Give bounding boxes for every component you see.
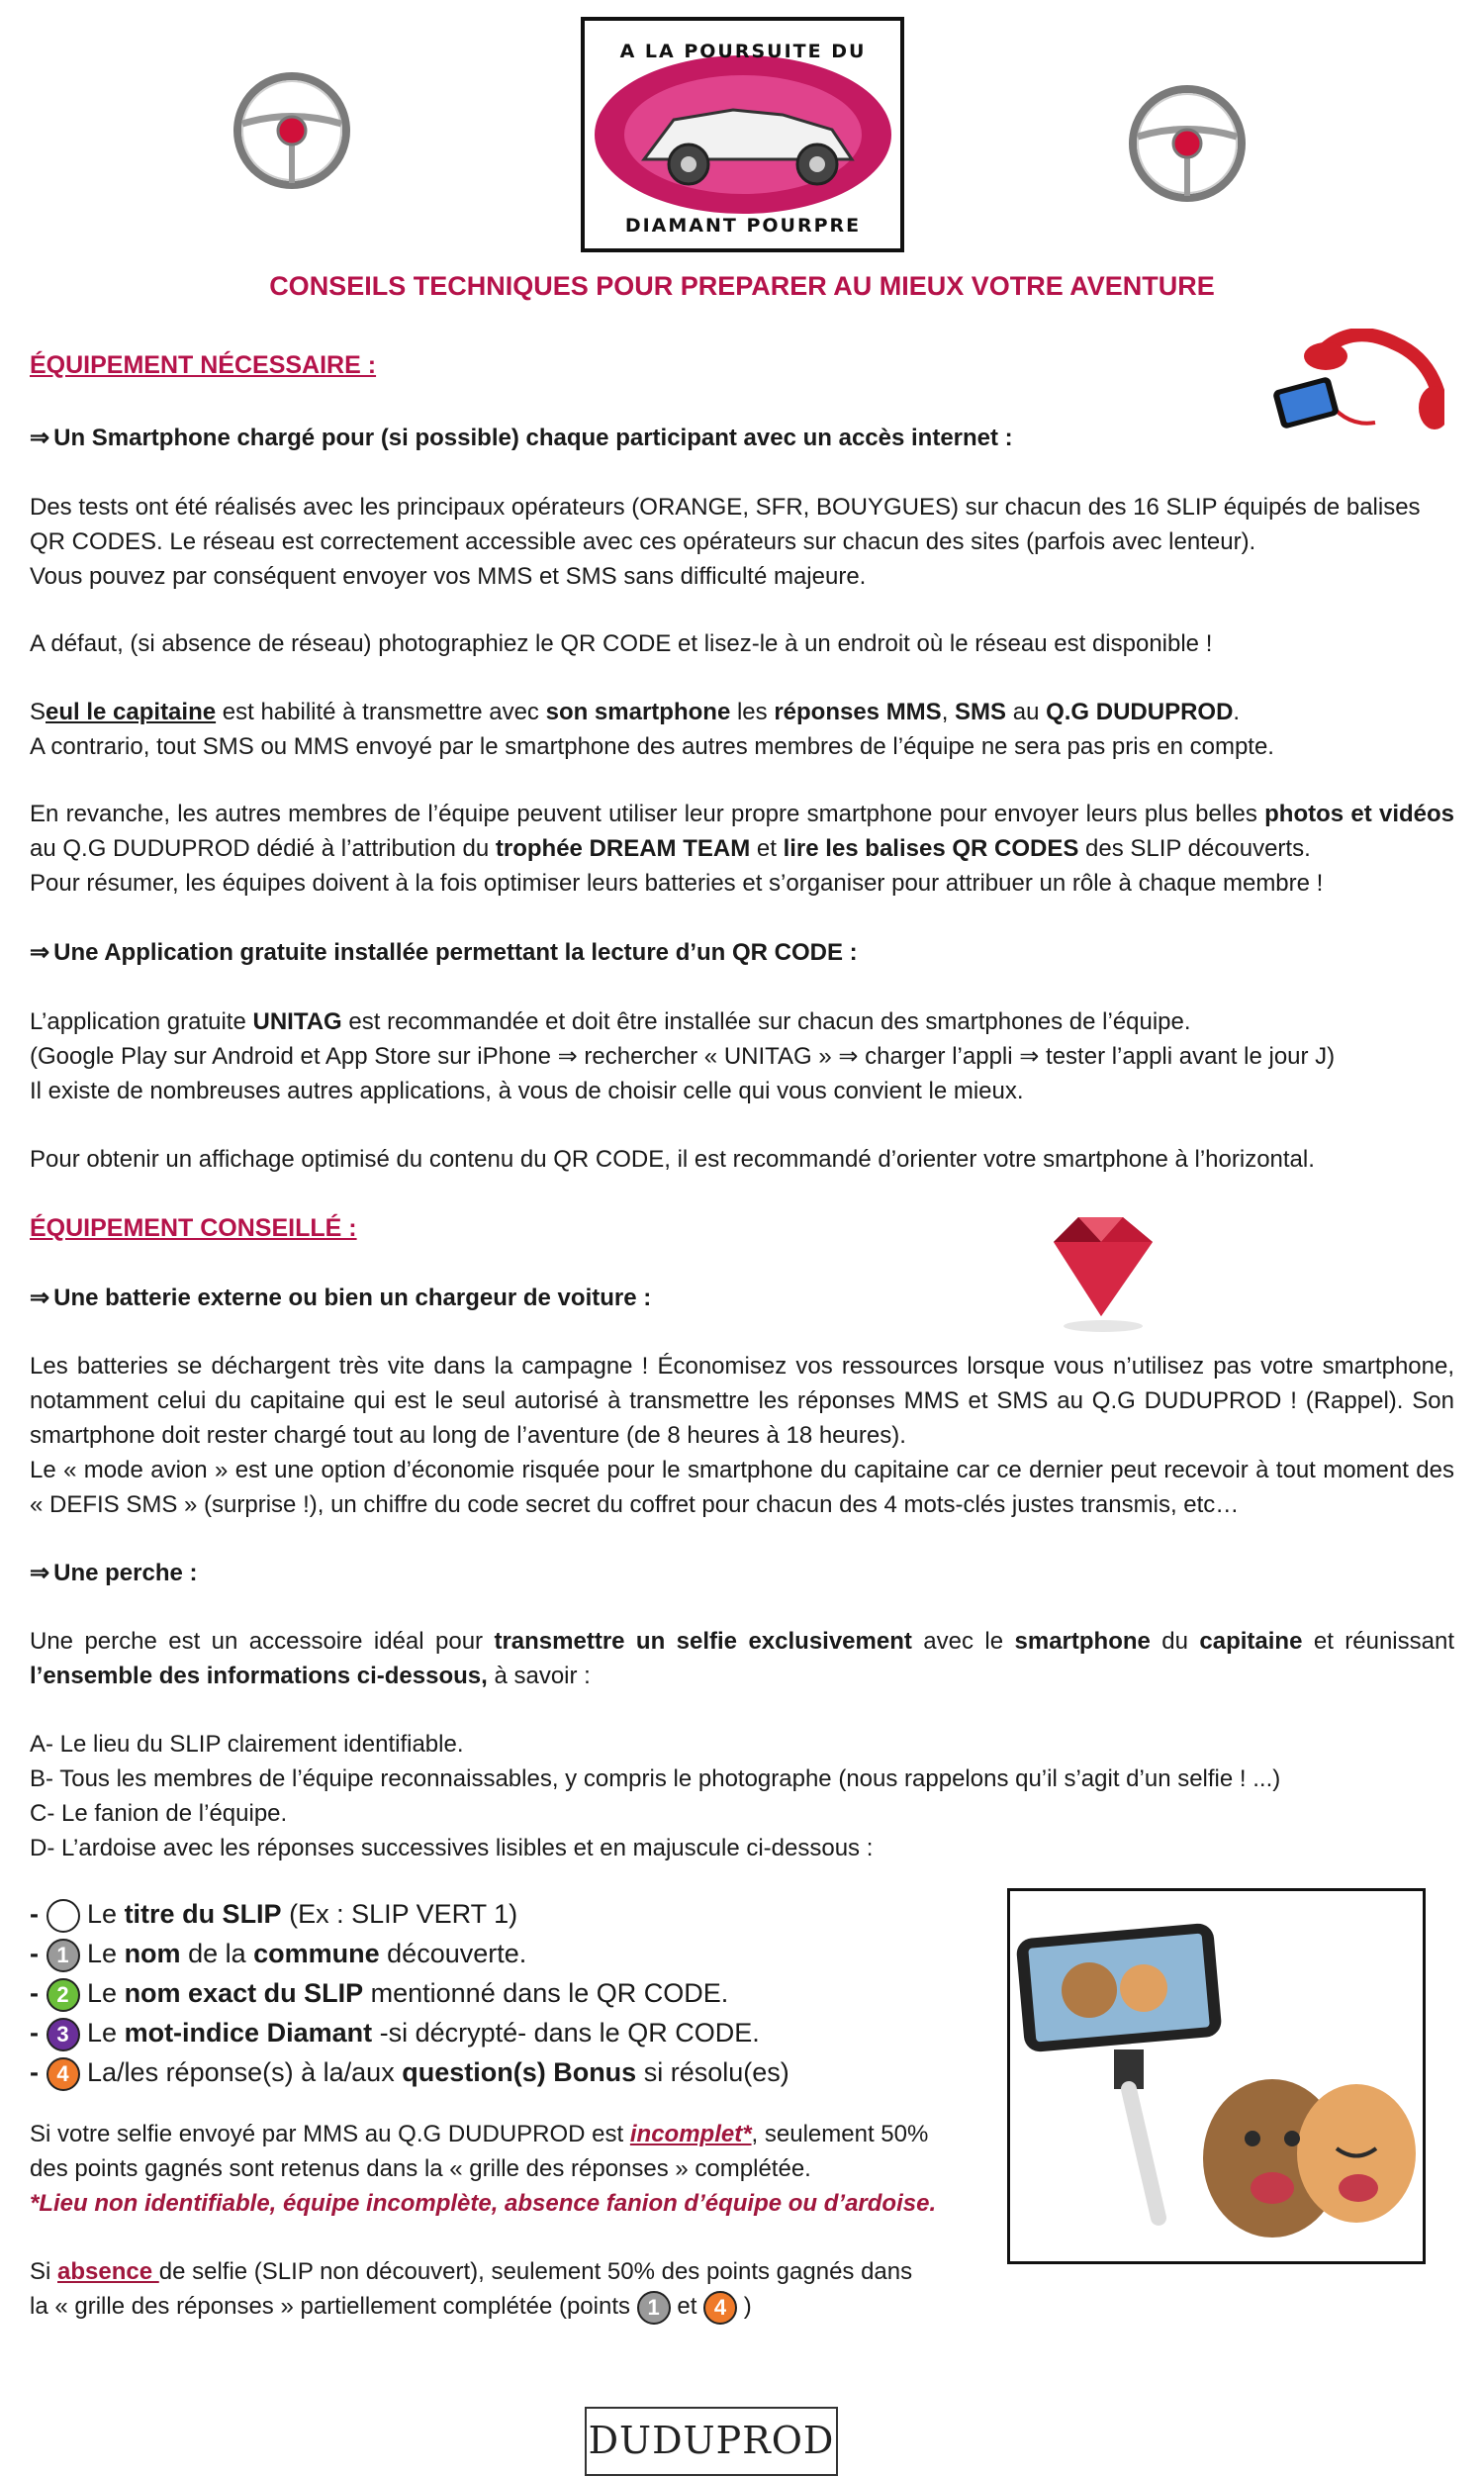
steering-wheel-right-icon xyxy=(1126,82,1249,205)
number-badge-3: 3 xyxy=(46,2018,80,2051)
tests-paragraph: Des tests ont été réalisés avec les principaux opérateurs (ORANGE, SFR, BOUYGUES) sur chacun des 16 SLIP équipés de balises QR CODES. Le réseau est correctement accessible avec ces opérateurs sur chacun des sites (parfois avec lenteur). Vous pouvez par conséquent envoyer vos MMS et SMS sans difficulté majeure. xyxy=(30,494,1421,590)
arrow-icon: ⇒ xyxy=(30,1560,50,1586)
page-title: CONSEILS TECHNIQUES POUR PREPARER AU MIEUX VOTRE AVENTURE xyxy=(269,271,1215,301)
selfie-cats-photo xyxy=(1007,1888,1426,2264)
number-badge-1: 1 xyxy=(637,2291,671,2325)
smartphone-heading: ⇒ Un Smartphone chargé pour (si possible) chaque participant avec un accès internet : xyxy=(30,425,1013,451)
checklist-item: - 3 Le mot-indice Diamant -si décrypté- dans le QR CODE. xyxy=(30,2013,979,2052)
fallback-paragraph: A défaut, (si absence de réseau) photographiez le QR CODE et lisez-le à un endroit où le réseau est disponible ! xyxy=(30,630,1213,657)
arrow-icon: ⇒ xyxy=(30,425,50,451)
checklist-item: - 2 Le nom exact du SLIP mentionné dans le QR CODE. xyxy=(30,1973,979,2013)
arrow-icon: ⇒ xyxy=(30,1285,50,1311)
capitaine-paragraph: Seul le capitaine est habilité à transmettre avec son smartphone les réponses MMS, SMS au Q.G DUDUPROD. A contrario, tout SMS ou MMS envoyé par le smartphone des autres membres de l’équipe ne sera pas pris en compte. xyxy=(30,699,1274,760)
number-badge-2: 2 xyxy=(46,1978,80,2012)
list-item: A- Le lieu du SLIP clairement identifiable. xyxy=(30,1731,464,1758)
number-badge-1: 1 xyxy=(46,1939,80,1972)
ardoise-checklist xyxy=(30,1894,979,2092)
absence-paragraph: Si absence de selfie (SLIP non découvert), seulement 50% des points gagnés dans la « grille des réponses » partiellement complétée (points 1 et 4 ) xyxy=(30,2254,979,2325)
section-heading-conseille: ÉQUIPEMENT CONSEILLÉ : xyxy=(30,1214,357,1242)
section-heading-necessaire: ÉQUIPEMENT NÉCESSAIRE : xyxy=(30,351,377,379)
checklist-item: - Le titre du SLIP (Ex : SLIP VERT 1) xyxy=(30,1894,979,1934)
unitag-paragraph: L’application gratuite UNITAG est recommandée et doit être installée sur chacun des smartphones de l’équipe. (Google Play sur Android et App Store sur iPhone ⇒ rechercher « UNITAG » ⇒ charger l’appli ⇒ tester l’appli avant le jour J) Il existe de nombreuses autres applications, à vous de choisir celle qui vous convient le mieux. xyxy=(30,1008,1336,1104)
perche-heading: ⇒ Une perche : xyxy=(30,1560,198,1586)
perche-paragraph: Une perche est un accessoire idéal pour transmettre un selfie exclusivement avec le smartphone du capitaine et réunissant l’ensemble des informations ci-dessous, à savoir : xyxy=(30,1628,1455,1689)
affichage-paragraph: Pour obtenir un affichage optimisé du contenu du QR CODE, il est recommandé d’orienter votre smartphone à l’horizontal. xyxy=(30,1146,1315,1173)
batterie-heading: ⇒ Une batterie externe ou bien un chargeur de voiture : xyxy=(30,1285,652,1311)
footer-logo: DUDUPROD xyxy=(585,2407,838,2476)
incomplet-paragraph: Si votre selfie envoyé par MMS au Q.G DUDUPROD est incomplet*, seulement 50% des points gagnés sont retenus dans la « grille des réponses » complétée. *Lieu non identifiable, équipe incomplète, absence fanion d’équipe ou d’ardoise. xyxy=(30,2121,937,2217)
logo-top-text: A LA POURSUITE DU xyxy=(619,41,867,62)
app-heading: ⇒ Une Application gratuite installée permettant la lecture d’un QR CODE : xyxy=(30,939,858,966)
arrow-icon: ⇒ xyxy=(30,939,50,966)
checklist-item: - 1 Le nom de la commune découverte. xyxy=(30,1934,979,1973)
list-item: B- Tous les membres de l’équipe reconnaissables, y compris le photographe (nous rappelons qu’il s’agit d’un selfie ! ...) xyxy=(30,1765,1281,1792)
steering-wheel-left-icon xyxy=(231,69,353,192)
number-badge-4: 4 xyxy=(703,2291,737,2325)
logo-bottom-text: DIAMANT POURPRE xyxy=(624,215,862,237)
checklist-item: - 4 La/les réponse(s) à la/aux question(s) Bonus si résolu(es) xyxy=(30,2052,979,2092)
list-item: C- Le fanion de l’équipe. xyxy=(30,1800,288,1827)
number-badge-4: 4 xyxy=(46,2057,80,2091)
selfie-stick-cats-icon xyxy=(1010,1891,1423,2261)
number-badge-empty xyxy=(46,1899,80,1933)
batteries-paragraph: Les batteries se déchargent très vite dans la campagne ! Économisez vos ressources lorsque vous n’utilisez pas votre smartphone, notamment celui du capitaine qui est le seul autorisé à transmettre les réponses MMS et SMS au Q.G DUDUPROD ! (Rappel). Son smartphone doit rester chargé tout au long de l’aventure (de 8 heures à 18 heures). xyxy=(30,1353,1454,1449)
requirements-list xyxy=(30,1727,1454,1865)
mode-avion-paragraph: Le « mode avion » est une option d’économie risquée pour le smartphone du capitaine car ce dernier peut recevoir à tout moment des « DEFIS SMS » (surprise !), un chiffre du code secret du coffret pour chacun des 4 mots-clés justes transmis, etc… xyxy=(30,1457,1454,1518)
logo xyxy=(581,17,904,252)
list-item: D- L’ardoise avec les réponses successives lisibles et en majuscule ci-dessous : xyxy=(30,1835,874,1861)
revanche-paragraph: En revanche, les autres membres de l’équipe peuvent utiliser leur propre smartphone pour envoyer leurs plus belles photos et vidéos au Q.G DUDUPROD dédié à l’attribution du trophée DREAM TEAM et lire les balises QR CODES des SLIP découverts. Pour résumer, les équipes doivent à la fois optimiser leurs batteries et s’organiser pour attribuer un rôle à chaque membre ! xyxy=(30,801,1455,897)
diamond-icon xyxy=(1034,1207,1167,1336)
